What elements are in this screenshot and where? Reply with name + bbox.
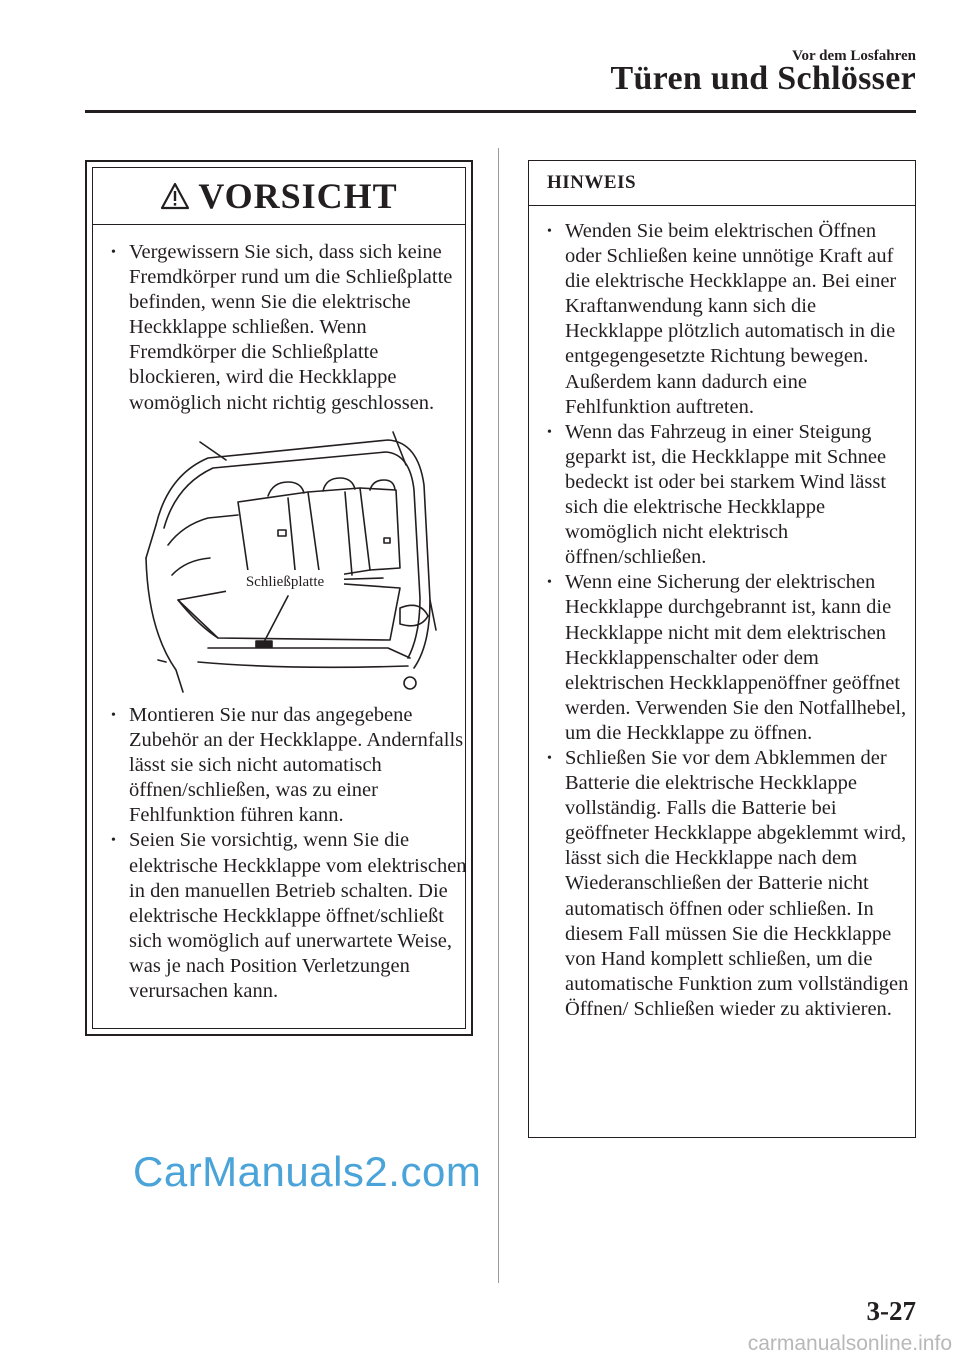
note-item: • Schließen Sie vor dem Abklemmen der Batterie die elektrische Heckklappe vollständig. Falls die Batterie bei geöffneter Heckklappe abgeklemmt wird, lässt sich die Heckklappe nach dem Wiederanschließen der Batterie nicht automatisch öffnen oder schließen. In diesem Fall müssen Sie die Heckklappe von Hand komplett schließen, um die automatische Funktion zum vollständigen Öffnen/ Schließen wieder zu aktivieren.	[537, 746, 912, 1022]
caution-inner-frame	[92, 167, 466, 1029]
note-header: HINWEIS	[529, 161, 915, 206]
warning-triangle-icon	[160, 182, 190, 210]
caution-item: • Montieren Sie nur das angegebene Zubehör an der Heckklappe. Andernfalls lässt sie sich nicht automatisch öffnen/schließen, was zu einer Fehlfunktion führen kann.	[101, 703, 471, 828]
note-item: • Wenden Sie beim elektrischen Öffnen oder Schließen keine unnötige Kraft auf die elektrische Heckklappe an. Bei einer Kraftanwendung kann sich die Heckklappe plötzlich automatisch in die entgegengesetzte Richtung bewegen. Außerdem kann dadurch eine Fehlfunktion auftreten.	[537, 219, 912, 420]
caution-item: • Seien Sie vorsichtig, wenn Sie die elektrische Heckklappe vom elektrischen in den manuellen Betrieb schalten. Die elektrische Heckklappe öffnet/schließt sich womöglich auf unerwartete Weise, was je nach Position Verletzungen verursachen kann.	[101, 828, 471, 1004]
header-rule	[85, 110, 916, 113]
footer-source: carmanualsonline.info	[747, 1332, 952, 1355]
caution-box	[85, 160, 473, 1036]
note-item: • Wenn eine Sicherung der elektrischen Heckklappe durchgebrannt ist, kann die Heckklappe nicht mit dem elektrischen Heckklappenschalter oder dem elektrischen Heckklappenöffner geöffnet werden. Verwenden Sie den Notfallhebel, um die Heckklappe zu öffnen.	[537, 570, 912, 746]
caution-header	[93, 168, 465, 225]
caution-list-top	[101, 240, 471, 416]
caution-list-bottom	[101, 703, 471, 1004]
column-divider	[498, 148, 499, 1283]
section-label: Vor dem Losfahren	[792, 48, 916, 64]
page-number: 3-27	[866, 1296, 916, 1326]
caution-title: VORSICHT	[198, 176, 398, 216]
note-item: • Wenn das Fahrzeug in einer Steigung geparkt ist, die Heckklappe mit Schnee bedeckt ist oder bei starkem Wind lässt sich die elektrische Heckklappe womöglich nicht elektrisch öffnen/schließen.	[537, 420, 912, 571]
trunk-illustration	[138, 430, 438, 695]
note-box	[528, 160, 916, 1138]
caution-item: • Vergewissern Sie sich, dass sich keine Fremdkörper rund um die Schließplatte befinden, wenn Sie die elektrische Heckklappe schließen. Wenn Fremdkörper die Schließplatte blockieren, wird die Heckklappe womöglich nicht richtig geschlossen.	[101, 240, 471, 416]
note-list	[537, 219, 912, 1022]
chapter-title: Türen und Schlösser	[610, 60, 916, 97]
figure-label: Schließplatte	[245, 574, 325, 590]
watermark: CarManuals2.com	[133, 1148, 482, 1195]
